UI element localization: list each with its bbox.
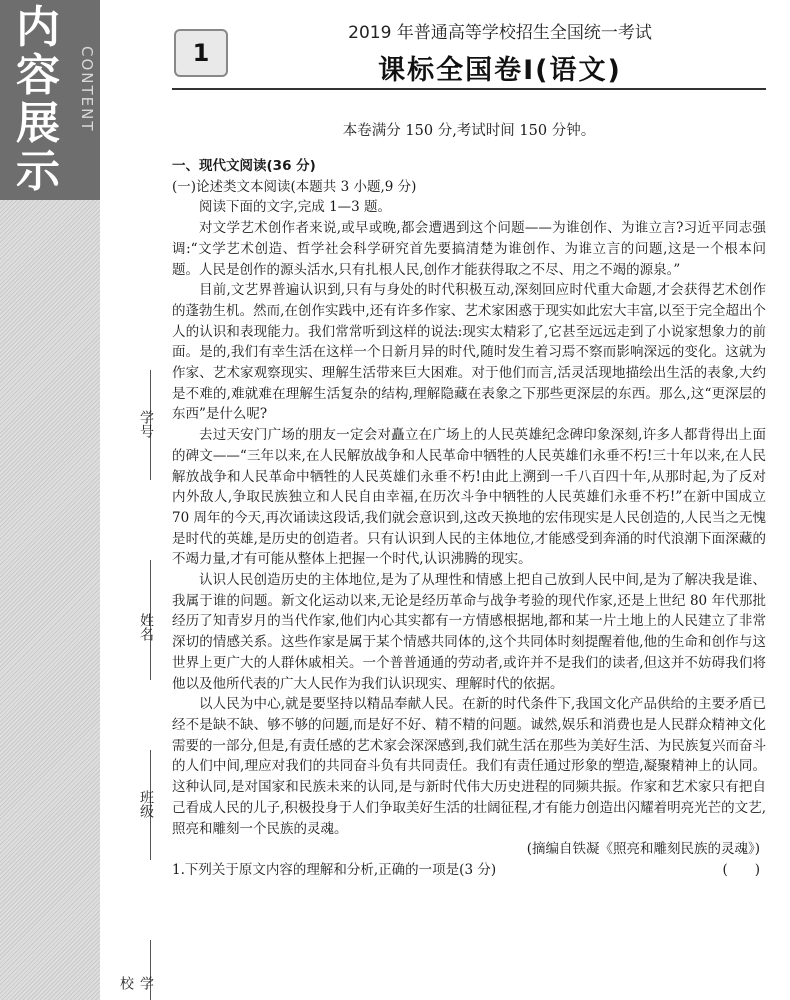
content-tag — [0, 0, 100, 200]
passage-paragraph: 认识人民创造历史的主体地位,是为了从理性和情感上把自己放到人民中间,是为了解决我是谁、我属于谁的问题。新文化运动以来,无论是经历革命与战争考验的现代作家,还是上世纪 80 年代那批经历了知青岁月的当代作家,他们内心其实都有一方情感根据地,都和某一片土地上的人民建立了非常深切的情感关系。这些作家是属于某个情感共同体的,这个共同体时刻提醒着他,他的生命和创作与这世界上更广大的人群休戚相关。一个普普通通的劳动者,或许并不是我们的读者,但这并不妨碍我们将他以及他所代表的广大人民作为我们认识现实、理解时代的依据。 — [172, 572, 766, 692]
school-label: 学校 — [118, 976, 154, 990]
exam-title: 课标全国卷Ⅰ(语文) — [378, 55, 622, 86]
score-note: 本卷满分 150 分,考试时间 150 分钟。 — [342, 123, 596, 139]
passage-source: (摘编自铁凝《照亮和雕刻民族的灵魂》) — [526, 841, 760, 858]
question-1-text: 1.下列关于原文内容的理解和分析,正确的一项是(3 分) — [172, 861, 497, 878]
section-subheading: (一)论述类文本阅读(本题共 3 小题,9 分) — [172, 178, 417, 195]
answer-blank[interactable]: ( ) — [722, 861, 760, 878]
header-rule — [172, 88, 766, 90]
passage-paragraph: 去过天安门广场的朋友一定会对矗立在广场上的人民英雄纪念碑印象深刻,许多人都背得出上面的碑文——“三年以来,在人民解放战争和人民革命中牺牲的人民英雄们永垂不朽!三十年以来,在人民解放战争和人民革命中牺牲的人民英雄们永垂不朽!由此上溯到一千八百四十年,从那时起,为了反对内外敌人,争取民族独立和人民自由幸福,在历次斗争中牺牲的人民英雄们永垂不朽!”在新中国成立 70 周年的今天,再次诵读这段话,我们就会意识到,这改天换地的宏伟现实是人民创造的,人民当之无愧是时代的英雄,是历史的创造者。只有认识到人民的主体地位,才能感受到奔涌的时代浪潮下面深藏的不竭力量,才有可能从整体上把握一个时代,认识沸腾的现实。 — [172, 427, 766, 568]
class-label: 班级 — [138, 790, 154, 818]
student-name-label: 姓名 — [138, 613, 154, 641]
passage-paragraph: 对文学艺术创作者来说,或早或晚,都会遭遇到这个问题——为谁创作、为谁立言?习近平同志强调:“文学艺术创造、哲学社会科学研究首先要搞清楚为谁创作、为谁立言的问题,这是一个根本问题。人民是创作的源头活水,只有扎根人民,创作才能获得取之不尽、用之不竭的源泉。” — [172, 220, 766, 278]
passage-content — [172, 156, 766, 881]
content-tag-chinese: 内 容 展 示 — [16, 2, 60, 197]
passage-paragraph: 目前,文艺界普遍认识到,只有与身处的时代积极互动,深刻回应时代重大命题,才会获得艺术创作的蓬勃生机。然而,在创作实践中,还有许多作家、艺术家困惑于现实如此宏大丰富,以至于完全超出个人的认识和表现能力。我们常常听到这样的说法:现实太精彩了,它甚至远远走到了小说家想象力的前面。是的,我们有幸生活在这样一个日新月异的时代,随时发生着习焉不察而影响深远的变化。这就为作家、艺术家观察现实、理解生活带来巨大困难。对于他们而言,活灵活现地描绘出生活的表象,大约是不难的,难就难在理解生活复杂的结构,理解隐藏在表象之下那些更深层的东西。那么,这“更深层的东西”是什么呢? — [172, 282, 766, 423]
exam-subtitle: 2019 年普通高等学校招生全国统一考试 — [348, 23, 652, 43]
exam-number-badge: 1 — [174, 29, 228, 77]
passage-paragraph: 以人民为中心,就是要坚持以精品奉献人民。在新的时代条件下,我国文化产品供给的主要矛盾已经不是缺不缺、够不够的问题,而是好不好、精不精的问题。诚然,娱乐和消费也是人民群众精神文化需要的一部分,但是,有责任感的艺术家会深深感到,我们就生活在那些为美好生活、为民族复兴而奋斗的人们中间,理应对我们的共同奋斗负有共同责任。我们有责任通过形象的塑造,凝聚精神上的认同。这种认同,是对国家和民族未来的认同,是与新时代伟大历史进程的同频共振。作家和艺术家只有把自己看成人民的儿子,积极投身于人们争取美好生活的壮阔征程,才有能力创造出闪耀着明亮光芒的文艺,照亮和雕刻一个民族的灵魂。 — [172, 696, 766, 837]
section-heading: 一、现代文阅读(36 分) — [172, 158, 316, 174]
question-1 — [172, 860, 766, 881]
content-tag-english: CONTENT — [78, 46, 96, 133]
student-id-label: 学号 — [138, 410, 154, 438]
reading-instruction: 阅读下面的文字,完成 1—3 题。 — [199, 199, 392, 216]
